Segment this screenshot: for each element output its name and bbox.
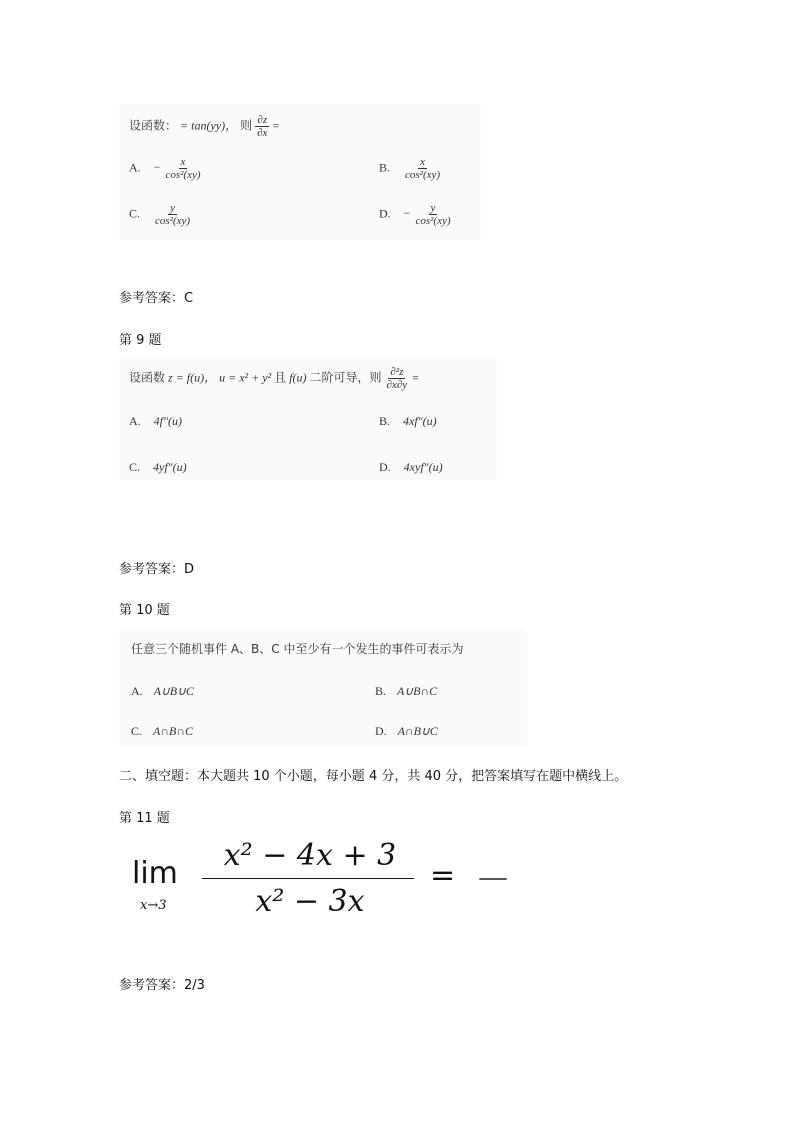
- option-label: A.: [131, 684, 143, 698]
- q9-stem: [129, 366, 419, 391]
- option-frac: [163, 156, 202, 181]
- option-label: C.: [129, 460, 141, 474]
- q9-stem-suffix: 二阶可导，则: [309, 370, 382, 385]
- q11-formula: [128, 838, 528, 928]
- q11-denominator: x² − 3x: [255, 884, 365, 919]
- option-sign: −: [153, 160, 161, 175]
- q9-option-a: [129, 414, 182, 429]
- q9-stem-eq: =: [412, 370, 419, 385]
- q8-stem-prefix: 设函数：: [129, 118, 178, 133]
- q8-stem-func: = tan(yy)，: [180, 118, 238, 133]
- q10-title: 第 10 题: [119, 603, 170, 618]
- q9-stem-func: z = f(u)，: [168, 370, 217, 385]
- option-num: y: [430, 202, 436, 214]
- q9-stem-mid: 且: [274, 370, 287, 385]
- option-label: B.: [379, 414, 391, 428]
- option-text: A∩B∩C: [153, 724, 194, 738]
- q8-stem-frac-num: ∂z: [257, 114, 268, 126]
- q8-answer: 参考答案：C: [119, 291, 194, 306]
- option-label: A.: [129, 160, 141, 175]
- q9-image: [119, 356, 497, 480]
- option-text: A∪B∪C: [153, 684, 194, 698]
- q8-stem: [129, 114, 279, 139]
- option-text: 4yf″(u): [153, 460, 187, 474]
- q8-stem-then: 则: [240, 118, 253, 133]
- q8-stem-eq: =: [272, 118, 280, 133]
- option-sign: −: [403, 206, 411, 221]
- option-label: D.: [379, 460, 391, 474]
- option-den: cos²(xy): [165, 169, 201, 182]
- q11-equals: =: [430, 858, 456, 893]
- q8-image: [119, 104, 481, 240]
- q11-fraction-bar: [202, 878, 414, 879]
- q9-answer: 参考答案：D: [119, 562, 195, 577]
- q11-numerator: x² − 4x + 3: [223, 838, 397, 873]
- q10-option-b: [375, 684, 437, 699]
- option-label: A.: [129, 414, 141, 428]
- q8-option-d: [379, 202, 453, 227]
- option-text: A∩B∪C: [397, 724, 438, 738]
- q11-blank: —: [478, 860, 508, 895]
- option-label: C.: [131, 724, 143, 738]
- q11-lim-sub: x→3: [140, 898, 167, 913]
- q8-option-b: [379, 156, 442, 181]
- q11-title: 第 11 题: [119, 811, 170, 826]
- q9-stem-u: u = x² + y²: [219, 370, 272, 385]
- q9-stem-frac-num: ∂²z: [390, 366, 404, 378]
- option-text: 4xf″(u): [403, 414, 437, 428]
- option-frac: [403, 156, 442, 181]
- q9-stem-frac-den: ∂x∂y: [386, 379, 408, 392]
- q8-option-a: [129, 156, 203, 181]
- q9-option-b: [379, 414, 437, 429]
- option-den: cos²(xy): [405, 169, 441, 182]
- option-num: y: [170, 202, 175, 214]
- option-label: D.: [375, 724, 387, 738]
- option-label: C.: [129, 206, 141, 221]
- q8-option-c: [129, 202, 192, 227]
- q11-lim: lim: [132, 856, 178, 891]
- q10-image: [119, 628, 527, 746]
- q10-option-d: [375, 724, 438, 739]
- option-den: cos²(xy): [155, 215, 191, 228]
- q11-answer: 参考答案：2/3: [119, 978, 205, 993]
- q9-option-d: [379, 460, 443, 475]
- q8-stem-frac-den: ∂x: [257, 127, 268, 140]
- q9-title: 第 9 题: [119, 333, 162, 348]
- q10-option-a: [131, 684, 194, 699]
- option-label: B.: [375, 684, 387, 698]
- q8-stem-frac: [255, 114, 269, 139]
- option-frac: [153, 202, 192, 227]
- option-num: x: [420, 156, 425, 168]
- option-frac: [413, 202, 452, 227]
- section2-heading: 二、填空题：本大题共 10 个小题，每小题 4 分，共 40 分，把答案填写在题中横线上。: [119, 769, 628, 784]
- q9-option-c: [129, 460, 187, 475]
- option-text: A∪B∩C: [397, 684, 438, 698]
- option-label: D.: [379, 206, 391, 221]
- q9-stem-frac: [385, 366, 410, 391]
- option-text: 4xyf″(u): [403, 460, 443, 474]
- q9-stem-prefix: 设函数: [129, 370, 166, 385]
- q9-stem-fu: f(u): [289, 370, 307, 385]
- option-label: B.: [379, 160, 391, 175]
- option-den: cos²(xy): [415, 215, 451, 228]
- q10-option-c: [131, 724, 193, 739]
- option-num: x: [180, 156, 186, 168]
- q10-stem: 任意三个随机事件 A、B、C 中至少有一个发生的事件可表示为: [131, 642, 464, 656]
- option-text: 4f″(u): [153, 414, 182, 428]
